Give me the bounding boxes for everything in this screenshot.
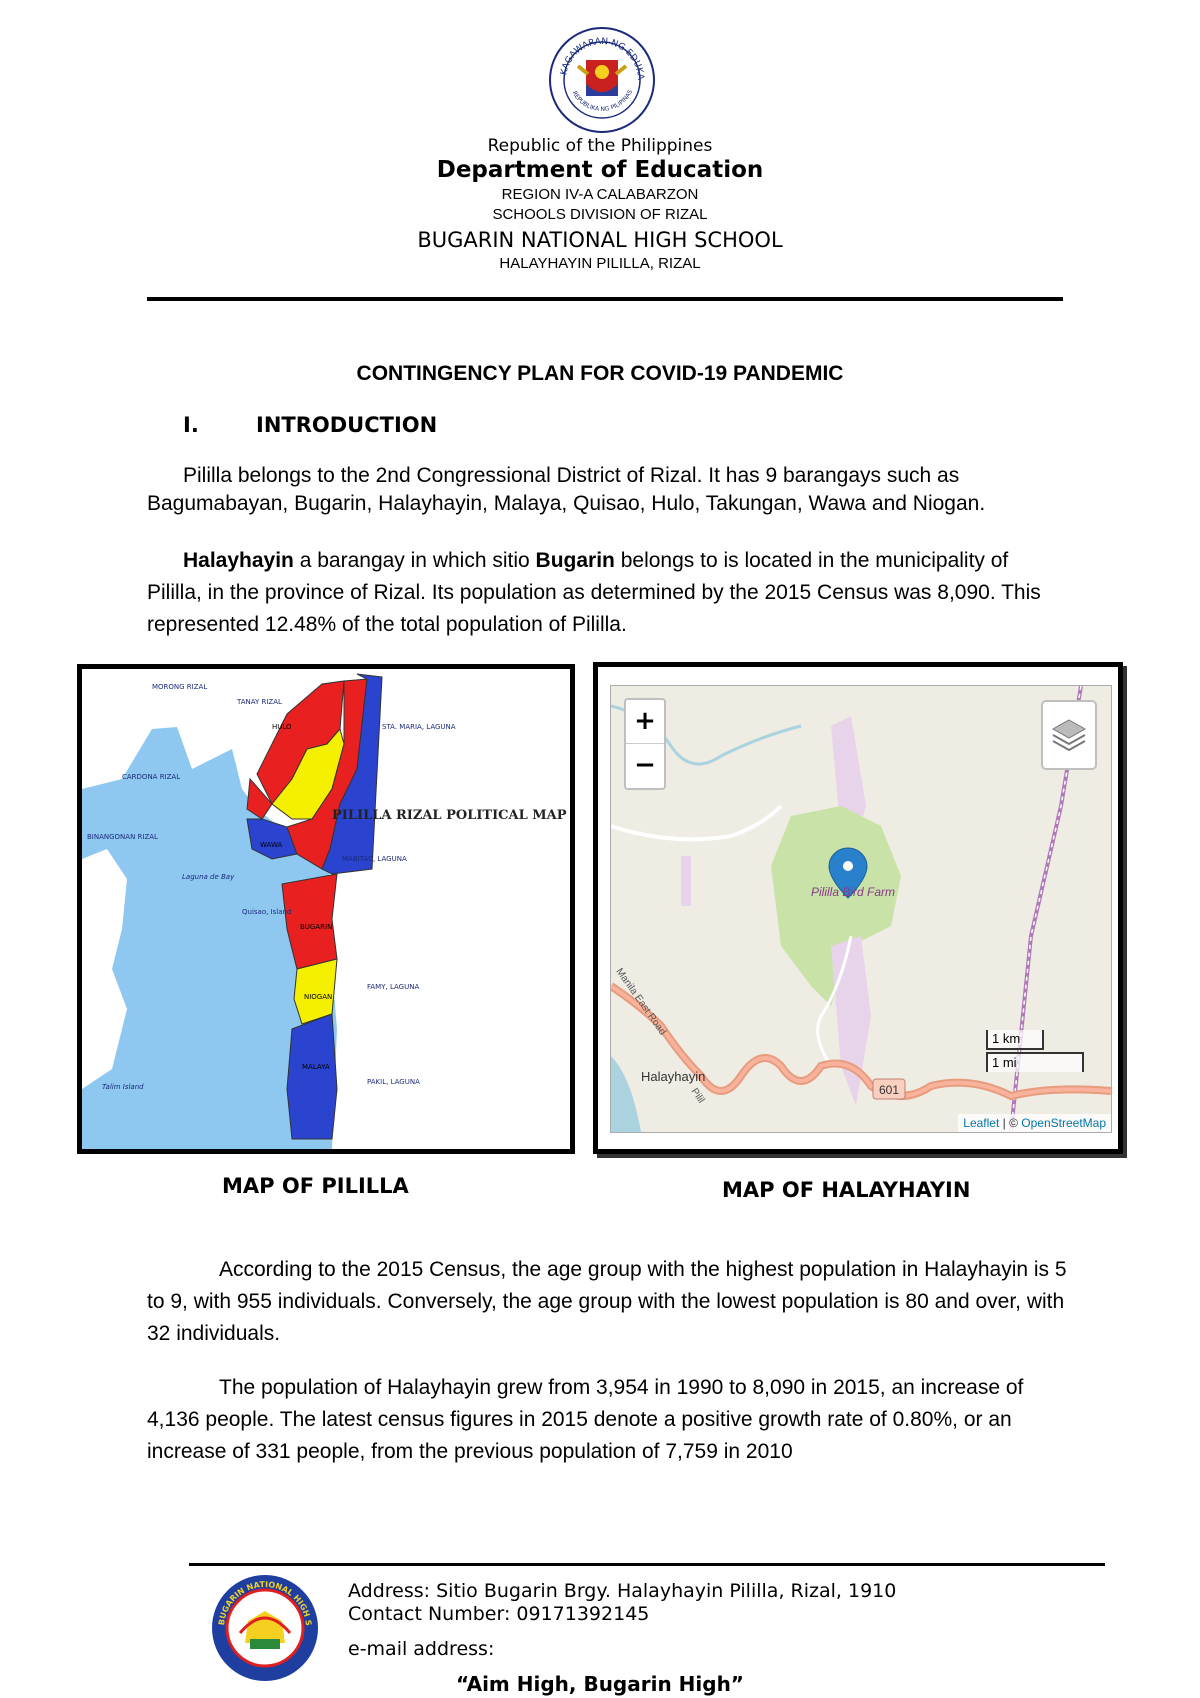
pililla-political-map [77,664,575,1154]
attribution-separator: | © [999,1116,1022,1130]
label-quisao: Quisao, Island [242,908,292,916]
census-paragraph-age [147,1254,1067,1350]
header-republic: Republic of the Philippines [487,136,713,156]
label-cardona: CARDONA RIZAL [122,773,181,781]
census-paragraph-growth [147,1372,1067,1468]
label-sta-maria: STA. MARIA, LAGUNA [382,723,456,731]
label-famy: FAMY, LAGUNA [367,983,420,991]
svg-text:BUGARIN NATIONAL HIGH SCHOOL: BUGARIN NATIONAL HIGH S [217,1579,313,1627]
footer-contact: Contact Number: 09171392145 [348,1603,650,1625]
footer-email: e-mail address: [348,1638,495,1660]
openstreetmap-link[interactable]: OpenStreetMap [1021,1116,1106,1130]
barangay-name: Halayhayin [183,549,294,572]
sitio-name: Bugarin [535,549,615,572]
label-hulo: HULO [272,723,292,731]
document-title: CONTINGENCY PLAN FOR COVID-19 PANDEMIC [356,362,844,385]
zoom-out-button[interactable]: − [626,743,664,787]
road-label-pililla: Pilil [688,1086,707,1106]
scale-bar-km: 1 km [986,1030,1044,1050]
zoom-control [624,698,666,790]
footer-divider [189,1563,1105,1566]
label-laguna-bay: Laguna de Bay [182,873,235,881]
caption-map-halayhayin: MAP OF HALAYHAYIN [722,1178,971,1202]
label-wawa: WAWA [260,841,283,849]
svg-text:KAGAWARAN NG EDUKASYON: KAGAWARAN NG EDUKA [559,36,646,81]
school-motto: “Aim High, Bugarin High” [456,1672,744,1696]
label-binangonan: BINANGONAN RIZAL [87,833,158,841]
section-title: INTRODUCTION [256,413,438,437]
layers-button[interactable] [1041,700,1097,770]
map-attribution [958,1114,1111,1132]
layers-icon [1043,702,1095,768]
intro-paragraph-1 [147,462,1067,518]
header-region: REGION IV-A CALABARZON [501,186,699,203]
route-badge: 601 [878,1083,900,1097]
place-label-bird-farm: Pililla Bird Farm [811,885,896,899]
label-bugarin: BUGARIN [300,923,333,931]
pililla-map-title: PILILLA RIZAL POLITICAL MAP [332,808,567,823]
intro-paragraph-1-text: Pililla belongs to the 2nd Congressional District of Rizal. It has 9 barangays such as Bagumabayan, Bugarin, Halayhayin, Malaya, Quisao, Hulo, Takungan, Wawa and Niogan. [147,464,986,515]
label-morong: MORONG RIZAL [152,683,208,691]
header-division: SCHOOLS DIVISION OF RIZAL [492,206,708,223]
header-department: Department of Education [436,157,764,183]
label-tanay: TANAY RIZAL [237,698,282,706]
leaflet-link[interactable]: Leaflet [963,1116,1000,1130]
intro-paragraph-2 [147,545,1067,641]
town-label-halayhayin: Halayhayin [641,1069,706,1084]
road-label-manila-east: Manila East Road [613,966,668,1038]
header-school-address: HALAYHAYIN PILILLA, RIZAL [499,255,701,272]
halayhayin-leaflet-map [593,662,1123,1154]
header-divider [147,297,1063,301]
caption-map-pililla: MAP OF PILILLA [222,1174,409,1198]
header-school-name: BUGARIN NATIONAL HIGH SCHOOL [417,228,783,252]
label-pakil: PAKIL, LAGUNA [367,1078,420,1086]
paragraph-2-text-1: a barangay in which sitio [293,549,536,572]
label-talim: Talim Island [102,1083,144,1091]
footer-address: Address: Sitio Bugarin Brgy. Halayhayin Pililla, Rizal, 1910 [348,1580,897,1602]
zoom-in-button[interactable]: + [634,706,656,736]
census-paragraph-growth-text: The population of Halayhayin grew from 3,954 in 1990 to 8,090 in 2015, an increase of 4,136 people. The latest census figures in 2015 denote a positive growth rate of 0.80%, or an increase of 331 people, from the previous population of 7,759 in 2010 [147,1376,1024,1463]
paragraph-2-text-2: belongs to is located in the municipality of Pililla, in the province of Rizal. Its population as determined by the 2015 Census was 8,090. This represented 12.48% of the total population of Pililla. [147,549,1041,636]
label-niogan: NIOGAN [304,993,333,1001]
scale-bar-mi: 1 mi [986,1052,1084,1072]
map-viewport[interactable] [610,685,1112,1133]
label-malaya: MALAYA [302,1063,330,1071]
deped-seal-logo [548,26,656,134]
section-number: I. [183,413,199,437]
census-paragraph-age-text: According to the 2015 Census, the age group with the highest population in Halayhayin is 5 to 9, with 955 individuals. Conversely, the age group with the lowest population is 80 and over, with 32 individuals. [147,1258,1067,1345]
label-mabitac: MABITAC, LAGUNA [342,855,407,863]
school-seal-logo [210,1573,320,1683]
svg-text:REPUBLIKA NG PILIPINAS: REPUBLIKA NG PILIPINAS [570,88,635,113]
